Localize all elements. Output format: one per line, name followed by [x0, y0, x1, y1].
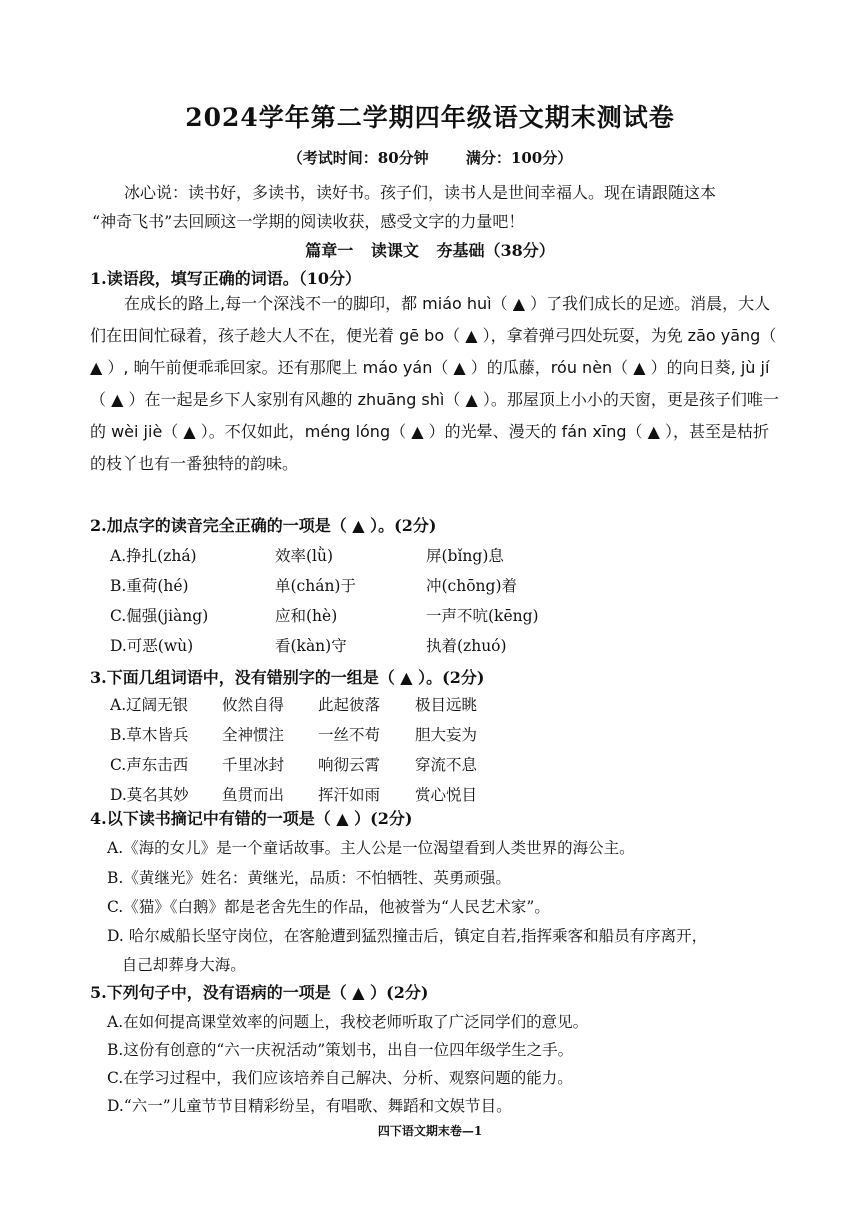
q3-c-1: C.声东击西 [110, 756, 189, 774]
q4-option-d-cont: 自己却葬身大海。 [107, 956, 246, 974]
q3-d-4: 赏心悦目 [415, 786, 478, 804]
q4-option-c: C.《猫》《白鹅》都是老舍先生的作品，他被誉为“人民艺术家”。 [107, 898, 550, 916]
q2-a-2: 效率(lǜ) [275, 547, 334, 565]
intro-line-1: 冰心说：读书好，多读书，读好书。孩子们，读书人是世间幸福人。现在请跟随这本 [124, 183, 717, 202]
q3-d-1: D.莫名其妙 [110, 786, 189, 804]
q5-option-b: B.这份有创意的“六一庆祝活动”策划书，出自一位四年级学生之手。 [107, 1041, 574, 1059]
q5-option-a: A.在如何提高课堂效率的问题上，我校老师听取了广泛同学们的意见。 [107, 1013, 589, 1031]
q3-c-3: 响彻云霄 [318, 756, 381, 774]
q3-d-2: 鱼贯而出 [222, 786, 285, 804]
q5-title: 5.下列句子中，没有语病的一项是（ ▲ ）(2分) [90, 983, 429, 1002]
q2-b-2: 单(chán)于 [275, 577, 356, 595]
q3-a-1: A.辽阔无银 [110, 696, 189, 714]
q2-c-3: 一声不吭(kēng) [426, 607, 539, 625]
page-footer: 四下语文期末卷—1 [377, 1124, 483, 1138]
q2-a-3: 屏(bǐng)息 [426, 547, 504, 565]
q5-option-d: D.“六一”儿童节节目精彩纷呈，有唱歌、舞蹈和文娱节目。 [107, 1097, 512, 1115]
chapter-name: 篇章一 [305, 241, 354, 260]
q2-b-1: B.重荷(hé) [110, 577, 189, 595]
exam-meta [0, 147, 860, 168]
q3-a-4: 极目远眺 [415, 696, 478, 714]
q3-b-4: 胆大妄为 [415, 726, 478, 744]
q2-b-3: 冲(chōng)着 [426, 577, 517, 595]
q3-b-3: 一丝不苟 [318, 726, 381, 744]
q1-passage: 在成长的路上,每一个深浅不一的脚印，都 miáo huì（ ▲ ）了我们成长的足迹。消晨，大人们在田间忙碌着，孩子趁大人不在，便光着 gē bo（ ▲ ），拿着弹弓四处玩耍，为免 zāo yāng（ ▲ ）, 晌午前便乖乖回家。还有那爬上 máo yán（ ▲ ）的瓜藤，róu nèn（ ▲ ）的向日葵, jù jí（ ▲ ）在一起是乡下人家别有风趣的 zhuāng shì（ ▲ ）。那屋顶上小小的天窗，更是孩子们唯一的 wèi jiè（ ▲ ）。不仅如此，méng lóng（ ▲ ）的光晕、漫天的 fán xīng（ ▲ ），甚至是枯折的枝丫也有一番独特的韵味。 [90, 294, 779, 473]
q3-b-1: B.草木皆兵 [110, 726, 189, 744]
q3-a-3: 此起彼落 [318, 696, 381, 714]
intro-line-2: “神奇飞书”去回顾这一学期的阅读收获，感受文字的力量吧！ [92, 212, 525, 231]
q2-d-3: 执着(zhuó) [426, 637, 507, 655]
q5-option-c: C.在学习过程中，我们应该培养自己解决、分析、观察问题的能力。 [107, 1069, 573, 1087]
q2-d-1: D.可恶(wù) [110, 637, 194, 655]
exam-time: （考试时间：80分钟 [287, 149, 429, 167]
q4-option-a: A.《海的女儿》是一个童话故事。主人公是一位渴望看到人类世界的海公主。 [107, 839, 635, 857]
intro-text [92, 178, 812, 236]
q4-option-d: D. 哈尔威船长坚守岗位，在客舱遭到猛烈撞击后，镇定自若,指挥乘客和船员有序离开， [107, 927, 708, 945]
q2-c-1: C.倔强(jiàng) [110, 607, 209, 625]
q3-a-2: 攸然自得 [222, 696, 285, 714]
exam-title: 2024学年第二学期四年级语文期末测试卷 [185, 103, 675, 132]
q3-b-2: 全神惯注 [222, 726, 285, 744]
q3-c-2: 千里冰封 [222, 756, 285, 774]
chapter-heading [0, 238, 860, 261]
q2-c-2: 应和(hè) [275, 607, 338, 625]
q2-title: 2.加点字的读音完全正确的一项是（ ▲ ）。(2分) [90, 516, 437, 535]
q1-title: 1.读语段，填写正确的词语。（10分） [90, 269, 361, 288]
chapter-part-1: 读课文 [370, 241, 419, 260]
q2-a-1: A.挣扎(zhá) [110, 547, 197, 565]
q2-d-2: 看(kàn)守 [275, 637, 347, 655]
q3-c-4: 穿流不息 [415, 756, 478, 774]
q4-option-b: B.《黄继光》姓名：黄继光，品质：不怕牺牲、英勇顽强。 [107, 869, 511, 887]
full-score: 满分：100分） [465, 149, 573, 167]
chapter-part-2: 夯基础（38分） [436, 241, 555, 260]
q3-d-3: 挥汗如雨 [318, 786, 381, 804]
q3-title: 3.下面几组词语中，没有错别字的一组是（ ▲ ）。(2分) [90, 668, 485, 687]
q4-title: 4.以下读书摘记中有错的一项是（ ▲ ）(2分) [90, 809, 413, 828]
